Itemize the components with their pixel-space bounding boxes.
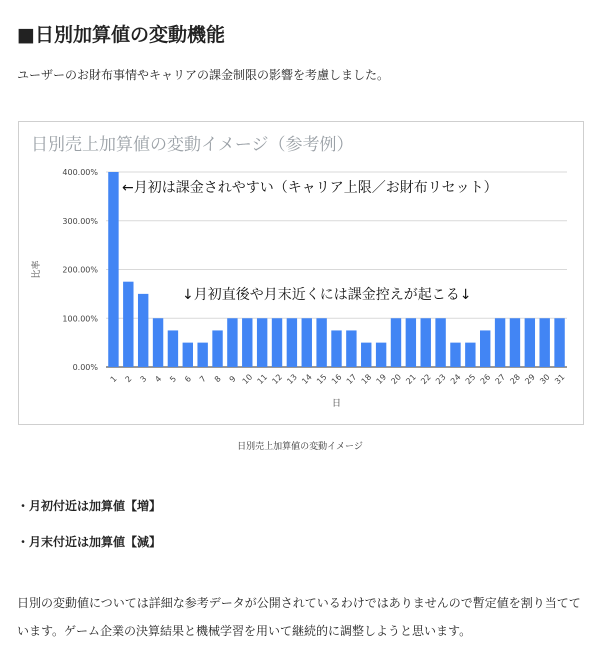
bar-day-16 (331, 330, 341, 367)
x-tick-label: 14 (300, 372, 314, 387)
bar-day-18 (361, 343, 371, 367)
x-tick-label: 24 (448, 372, 463, 387)
x-tick-label: 25 (463, 372, 478, 387)
y-tick-label: 400.00% (62, 168, 98, 177)
x-tick-label: 6 (183, 374, 194, 385)
x-tick-label: 12 (270, 372, 285, 387)
bar-day-22 (421, 318, 431, 367)
bar-day-14 (302, 318, 312, 367)
body-paragraph: 日別の変動値については詳細な参考データが公開されているわけではありませんので暫定値を割り当てています。ゲーム企業の決算結果と機械学習を用いて継続的に調整しようと思います。 (17, 596, 581, 638)
y-tick-label: 200.00% (62, 265, 98, 275)
bar-day-4 (153, 318, 163, 367)
bar-day-26 (480, 330, 490, 367)
y-tick-label: 300.00% (62, 216, 98, 226)
bar-day-9 (227, 318, 237, 367)
x-tick-label: 10 (240, 372, 255, 387)
x-tick-label: 2 (123, 374, 134, 385)
x-tick-label: 22 (419, 372, 433, 387)
intro-text: ユーザーのお財布事情やキャリアの課金制限の影響を考慮しました。 (17, 68, 390, 82)
bullet-month-start: ・月初付近は加算値【増】 (17, 499, 162, 513)
bar-day-25 (465, 343, 475, 367)
bar-day-5 (168, 330, 178, 367)
x-tick-label: 13 (285, 372, 299, 387)
x-tick-label: 18 (359, 372, 374, 387)
bar-day-17 (346, 330, 356, 367)
x-tick-label: 28 (508, 372, 522, 387)
bar-day-1 (108, 172, 118, 367)
x-tick-label: 20 (389, 372, 403, 387)
x-tick-label: 16 (329, 372, 344, 387)
bar-day-11 (257, 318, 267, 367)
bullet-month-end: ・月末付近は加算値【減】 (17, 535, 162, 549)
bar-day-13 (287, 318, 297, 367)
x-tick-label: 9 (227, 374, 238, 385)
bar-day-23 (435, 318, 445, 367)
bar-day-3 (138, 294, 148, 367)
x-tick-label: 1 (108, 374, 119, 385)
x-tick-label: 26 (478, 372, 493, 387)
bar-day-28 (510, 318, 520, 367)
y-tick-label: 0.00% (72, 363, 98, 372)
bar-day-30 (539, 318, 549, 367)
section-heading: ■日別加算値の変動機能 (17, 24, 225, 46)
x-tick-label: 27 (493, 372, 508, 387)
chart-frame (18, 121, 584, 425)
x-tick-label: 11 (255, 372, 270, 387)
annotation-month-start: ←月初は課金されやすい（キャリア上限／お財布リセット） (122, 180, 498, 196)
bar-day-27 (495, 318, 505, 367)
x-tick-label: 4 (153, 374, 164, 385)
x-tick-label: 30 (538, 372, 552, 387)
bar-day-7 (197, 343, 207, 367)
bar-day-8 (212, 330, 222, 367)
x-tick-label: 3 (138, 374, 149, 385)
x-tick-label: 5 (168, 374, 179, 385)
x-tick-label: 23 (434, 372, 448, 387)
bar-day-31 (554, 318, 564, 367)
x-tick-label: 8 (212, 374, 223, 385)
x-tick-label: 29 (523, 372, 537, 387)
y-axis-label: 比率 (32, 260, 42, 279)
x-tick-label: 21 (404, 372, 418, 387)
bar-day-12 (272, 318, 282, 367)
chart-caption: 日別売上加算値の変動イメージ (237, 442, 363, 452)
bar-day-10 (242, 318, 252, 367)
bar-day-19 (376, 343, 386, 367)
x-tick-label: 7 (197, 374, 208, 385)
annotation-dip: ↓月初直後や月末近くには課金控えが起こる↓ (182, 287, 472, 303)
bar-day-29 (525, 318, 535, 367)
bar-day-2 (123, 282, 133, 367)
bar-day-6 (183, 343, 193, 367)
x-tick-label: 17 (344, 372, 359, 387)
bar-chart (19, 122, 583, 424)
x-tick-label: 19 (374, 372, 389, 387)
bar-day-15 (316, 318, 326, 367)
chart-title: 日別売上加算値の変動イメージ（参考例） (31, 135, 354, 155)
bar-day-20 (391, 318, 401, 367)
y-tick-label: 100.00% (62, 314, 98, 324)
x-tick-label: 15 (315, 372, 329, 387)
bar-day-24 (450, 343, 460, 367)
x-tick-label: 31 (553, 372, 567, 387)
x-axis-label: 日 (331, 399, 342, 409)
bar-day-21 (406, 318, 416, 367)
